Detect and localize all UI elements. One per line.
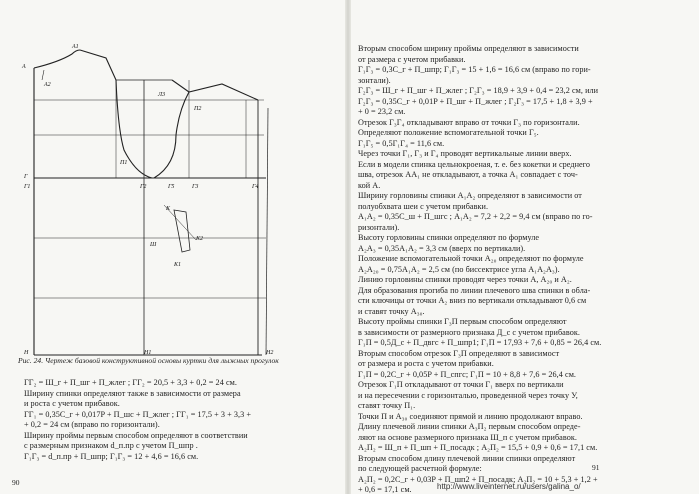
figure-label-p1: П1 — [120, 160, 128, 166]
left-page-text — [24, 378, 336, 462]
text-line: Отрезок Г₃Г₄ откладывают вправо от точки Г₃ по горизонтали. — [358, 117, 580, 127]
text-line: ГГ₁ = 0,35C_г + 0,017P + П_шс + П_жлег ; ГГ₁ = 17,5 + 3 + 3,3 + — [24, 409, 252, 419]
figure-label-a: A — [22, 64, 26, 70]
text-line: зонтали). — [358, 75, 391, 85]
text-line: Вторым способом отрезок Г₃П определяют в зависимост — [358, 348, 560, 358]
figure-label-k: К — [166, 206, 170, 212]
right-page — [350, 0, 699, 494]
watermark-url: http://www.liveinternet.ru/users/galina_o/ — [437, 482, 581, 491]
text-line: ГГ₂ = Ш_г + П_шг + П_жлег ; ГГ₂ = 20,5 + 3,3 + 0,2 = 24 см. — [24, 378, 237, 387]
text-line: Линию горловины спинки проводят через точки А, А₂₀ и А₂. — [358, 275, 572, 284]
figure-label-g5: Г5 — [168, 184, 175, 190]
figure-label-a2: A2 — [44, 82, 51, 88]
text-line: ставят точку П₁. — [358, 401, 416, 410]
text-line: Длину плечевой линии спинки А₃П₂ первым способом опреде- — [358, 422, 581, 431]
text-line: и на пересечении с горизонталью, проведенной через точку У, — [358, 390, 578, 400]
figure-label-p2: П2 — [194, 106, 202, 112]
text-line: Ширину проймы первым способом определяют в соответствии — [24, 430, 248, 440]
text-line: Вторым способом длину плечевой линии спинки определяют — [358, 453, 576, 463]
text-line: Положение вспомогательной точки А₂₀ определяют по формуле — [358, 254, 584, 263]
text-line: сти ключицы от точки А₂ вниз по вертикали откладывают 0,6 см — [358, 296, 587, 305]
text-line: Г₁П = 0,5Д_с + П_двгс + П_шпр1; Г₁П = 17,93 + 7,6 + 0,85 = 26,4 см. — [358, 338, 602, 347]
text-line: Г₁Г₃ = 0,3C_г + П_шпр; Г₁Г₃ = 15 + 1,6 = 16,6 см (вправо по гори- — [358, 65, 591, 74]
page-number: 91 — [592, 463, 600, 472]
text-line: Отрезок Г₁П откладывают от точки Г₁ вверх по вертикали — [358, 380, 564, 389]
text-line: Г₂Г₃ = Ш_г + П_шг + П_жлег ; Г₂Г₃ = 18,9 + 3,9 + 0,4 = 23,2 см, или — [358, 86, 599, 95]
figure-label-n: Н — [24, 350, 29, 356]
text-line: в зависимости от размерного признака Д_с с учетом прибавок. — [358, 327, 580, 337]
text-line: А₂А₂₀ = 0,75А₁А₂ = 2,5 см (по биссектрисе угла А₁А₂А₃). — [358, 264, 560, 274]
text-line: А₁А₂ = 0,35C_ш + П_шгс ; А₁А₂ = 7,2 + 2,2 = 9,4 см (вправо по го- — [358, 212, 593, 221]
figure-label-n2: Н2 — [266, 350, 274, 356]
text-line: А₂П₂ = Ш_п + П_шп + П_посадк ; А₂П₂ = 15,5 + 0,9 + 0,6 = 17,1 см. — [358, 443, 598, 452]
text-line: полуобхвата шеи с учетом прибавки. — [358, 201, 489, 211]
text-line: шва, отрезок АА₁ не откладывают, а точка А₁ совпадает с точ- — [358, 170, 578, 179]
figure-label-n1: Н1 — [144, 350, 152, 356]
text-line: Если в модели спинка цельнокроеная, т. е. без кокетки и среднего — [358, 159, 591, 169]
figure-label-g: Г — [24, 174, 28, 180]
text-line: Высоту горловины спинки определяют по формуле — [358, 233, 540, 242]
text-line: по следующей расчетной формуле: — [358, 464, 482, 473]
text-line: ляют на основе размерного признака Ш_п с учетом прибавок. — [358, 432, 577, 442]
text-line: от размера и роста с учетом прибавки. — [358, 359, 494, 368]
page-number: 90 — [12, 478, 20, 487]
text-line: Точки П и А₃₀ соединяют прямой и линию продолжают вправо. — [358, 411, 583, 421]
figure-label-k2: К2 — [196, 236, 203, 242]
figure-label-l3: Л3 — [158, 92, 166, 98]
text-line: Ширину спинки определяют также в зависимости от размера — [24, 388, 241, 398]
text-line: Г₁Г₃ = d_п.пр + П_шпр; Г₁Г₃ = 12 + 4,6 = 16,6 см. — [24, 451, 199, 461]
text-line: с размерным признаком d_п.пр с учетом П_шпр . — [24, 441, 198, 450]
text-line: + 0,6 = 17,1 см. — [358, 485, 412, 494]
figure-label-g3: Г3 — [192, 184, 199, 190]
text-line: и роста с учетом прибавок. — [24, 399, 120, 408]
figure-label-k1: К1 — [174, 262, 181, 268]
figure-label-g2: Г2 — [140, 184, 147, 190]
text-line: Г₂Г₃ = 0,35C_г + 0,01P + П_шг + П_жлег ; Г₂Г₃ = 17,5 + 1,8 + 3,9 + — [358, 96, 593, 106]
text-line: Г₁П = 0,2C_г + 0,05P + П_спгс; Г₁П = 10 + 8,8 + 7,6 = 26,4 см. — [358, 369, 577, 379]
text-line: Ширину горловины спинки А₁А₂ определяют в зависимости от — [358, 191, 582, 200]
text-line: Для образования прогиба по линии плечевого шва спинки в обла- — [358, 285, 591, 295]
figure-label-g1: Г1 — [24, 184, 31, 190]
right-page-text — [350, 44, 690, 496]
figure-caption: Рис. 24. Чертеж базовой конструктивной основы куртки для лыжных прогулок — [18, 356, 279, 365]
text-line: А₂П₂ = 0,2C_г + 0,03P + П_шп2 + П_посадк; А₂П₂ = 10 + 5,3 + 1,2 + — [358, 474, 598, 484]
text-line: + 0 = 23,2 см. — [358, 107, 406, 116]
text-line: ризонтали). — [358, 222, 400, 232]
figure-label-a1: A1 — [72, 44, 79, 50]
text-line: Г₁Г₅ = 0,5Г₁Г₄ = 11,6 см. — [358, 138, 445, 148]
text-line: Вторым способом ширину проймы определяют в зависимости — [358, 44, 579, 53]
text-line: Через точки Г₁, Г₃ и Г₄ проводят вертикальные линии вверх. — [358, 149, 572, 158]
figure-label-g4: Г4 — [252, 184, 259, 190]
left-page — [0, 0, 346, 494]
pattern-drawing — [14, 40, 334, 360]
text-line: Определяют положение вспомогательной точки Г₅. — [358, 128, 539, 137]
text-line: + 0,2 = 24 см (вправо по горизонтали). — [24, 420, 160, 429]
text-line: и ставят точку А₃₀. — [358, 306, 425, 316]
text-line: от размера с учетом прибавки. — [358, 54, 466, 64]
text-line: Высоту проймы спинки Г₃П первым способом определяют — [358, 317, 567, 326]
figure-label-sh: Ш — [150, 242, 157, 248]
text-line: кой А. — [358, 180, 381, 190]
text-line: А₂А₃ = 0,35А₁А₂ = 3,3 см (вверх по вертикали). — [358, 243, 526, 253]
